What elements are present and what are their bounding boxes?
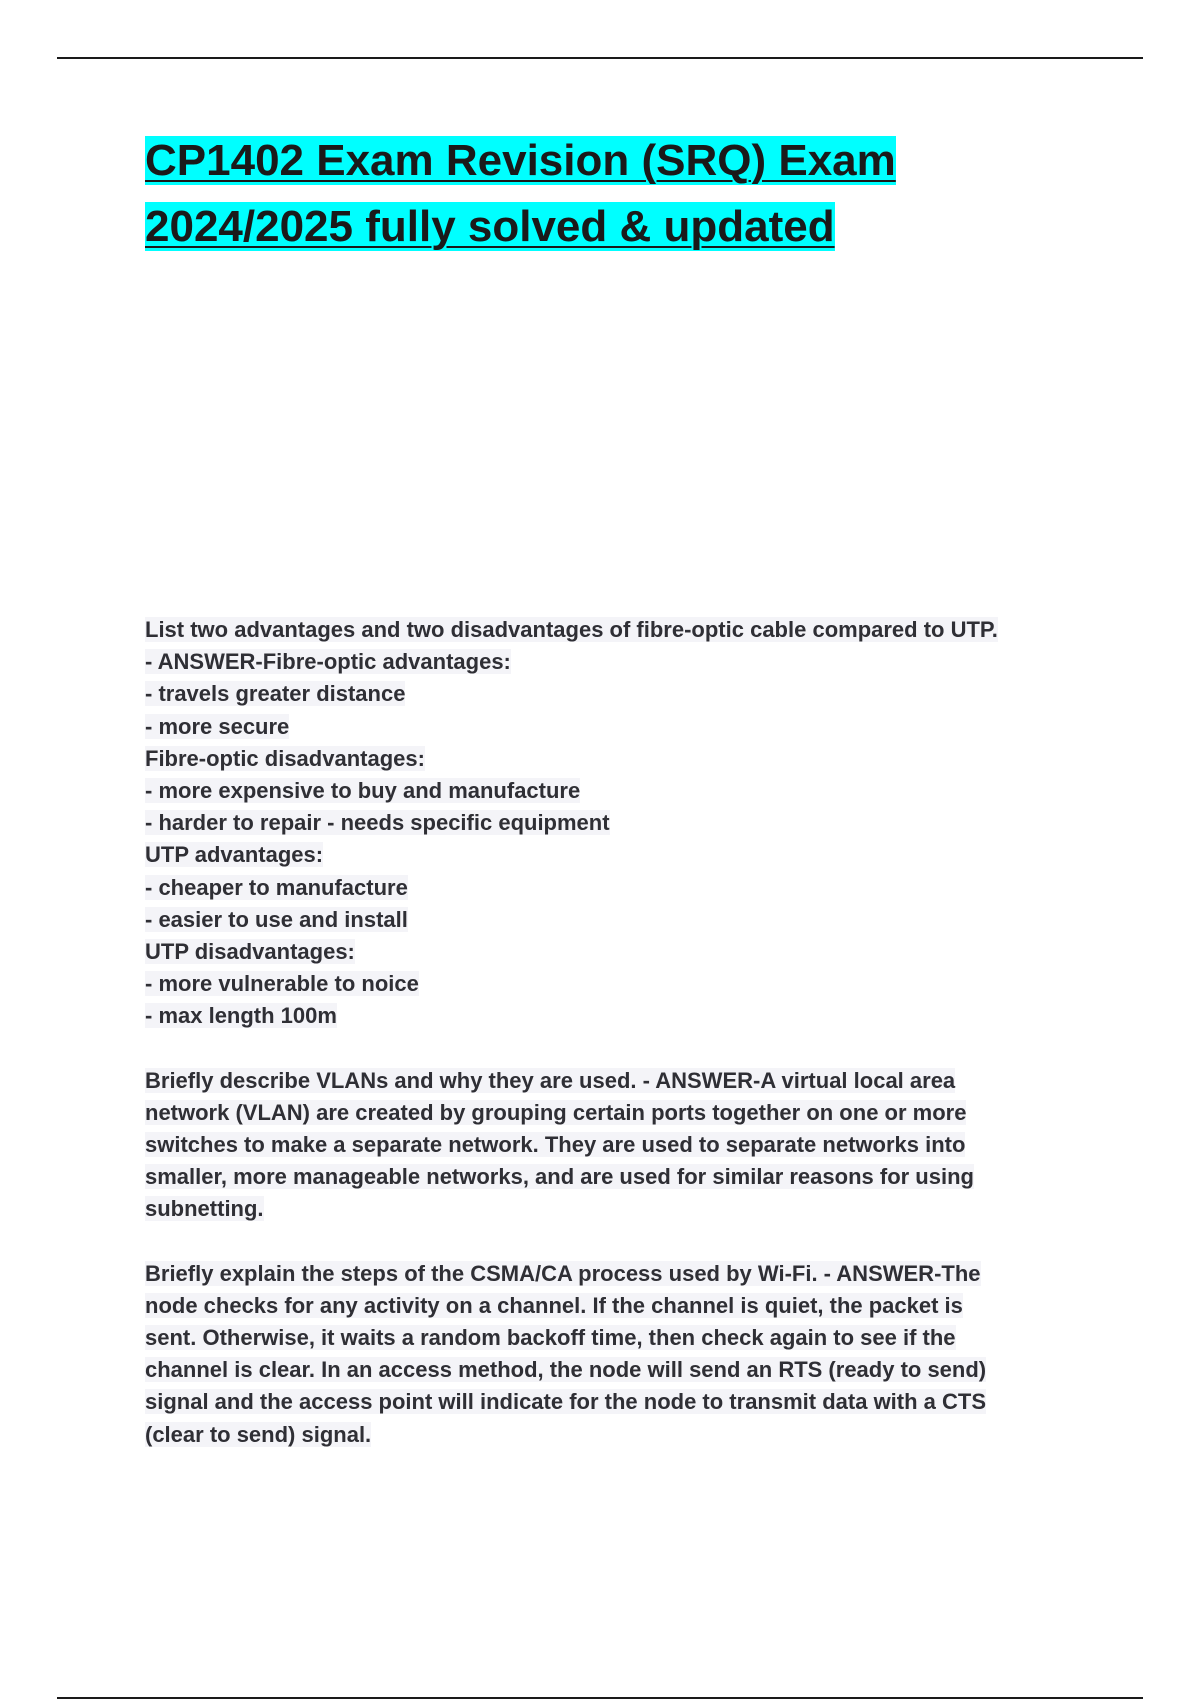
title-line-2: 2024/2025 fully solved & updated <box>145 202 835 251</box>
answer-line: node checks for any activity on a channel. If the channel is quiet, the packet is <box>145 1292 963 1318</box>
answer-line: network (VLAN) are created by grouping certain ports together on one or more <box>145 1099 967 1125</box>
header-rule <box>57 57 1143 59</box>
answer-line: - travels greater distance <box>145 681 406 707</box>
qa-block-vlans <box>145 1065 1105 1226</box>
footer-rule <box>57 1697 1143 1699</box>
answer-line: - more secure <box>145 713 290 739</box>
answer-line: - more vulnerable to noice <box>145 971 419 997</box>
title-line-1: CP1402 Exam Revision (SRQ) Exam <box>145 136 896 185</box>
document-body <box>145 614 1105 1483</box>
page-title <box>145 128 1005 260</box>
question-answer-line: Briefly explain the steps of the CSMA/CA process used by Wi-Fi. - ANSWER-The <box>145 1260 981 1286</box>
answer-line: UTP advantages: <box>145 842 324 868</box>
question-answer-line: Briefly describe VLANs and why they are used. - ANSWER-A virtual local area <box>145 1067 956 1093</box>
answer-line: - more expensive to buy and manufacture <box>145 778 581 804</box>
question-line: List two advantages and two disadvantages of fibre-optic cable compared to UTP. <box>145 617 998 642</box>
answer-line: - easier to use and install <box>145 906 408 932</box>
answer-line: subnetting. <box>145 1196 264 1222</box>
answer-line: - harder to repair - needs specific equipment <box>145 810 610 836</box>
answer-line: UTP disadvantages: <box>145 939 355 965</box>
answer-line: - ANSWER-Fibre-optic advantages: <box>145 649 511 675</box>
answer-line: channel is clear. In an access method, the node will send an RTS (ready to send) <box>145 1357 987 1383</box>
qa-block-csma-ca <box>145 1258 1105 1451</box>
answer-line: - cheaper to manufacture <box>145 874 408 900</box>
answer-line: sent. Otherwise, it waits a random backoff time, then check again to see if the <box>145 1325 956 1351</box>
qa-block-fibre-vs-utp <box>145 614 1105 1033</box>
answer-line: - max length 100m <box>145 1003 337 1029</box>
answer-line: signal and the access point will indicate for the node to transmit data with a CTS <box>145 1389 987 1415</box>
answer-line: Fibre-optic disadvantages: <box>145 745 425 771</box>
answer-line: switches to make a separate network. They are used to separate networks into <box>145 1132 966 1158</box>
answer-line: smaller, more manageable networks, and are used for similar reasons for using <box>145 1164 974 1190</box>
answer-line: (clear to send) signal. <box>145 1421 372 1447</box>
